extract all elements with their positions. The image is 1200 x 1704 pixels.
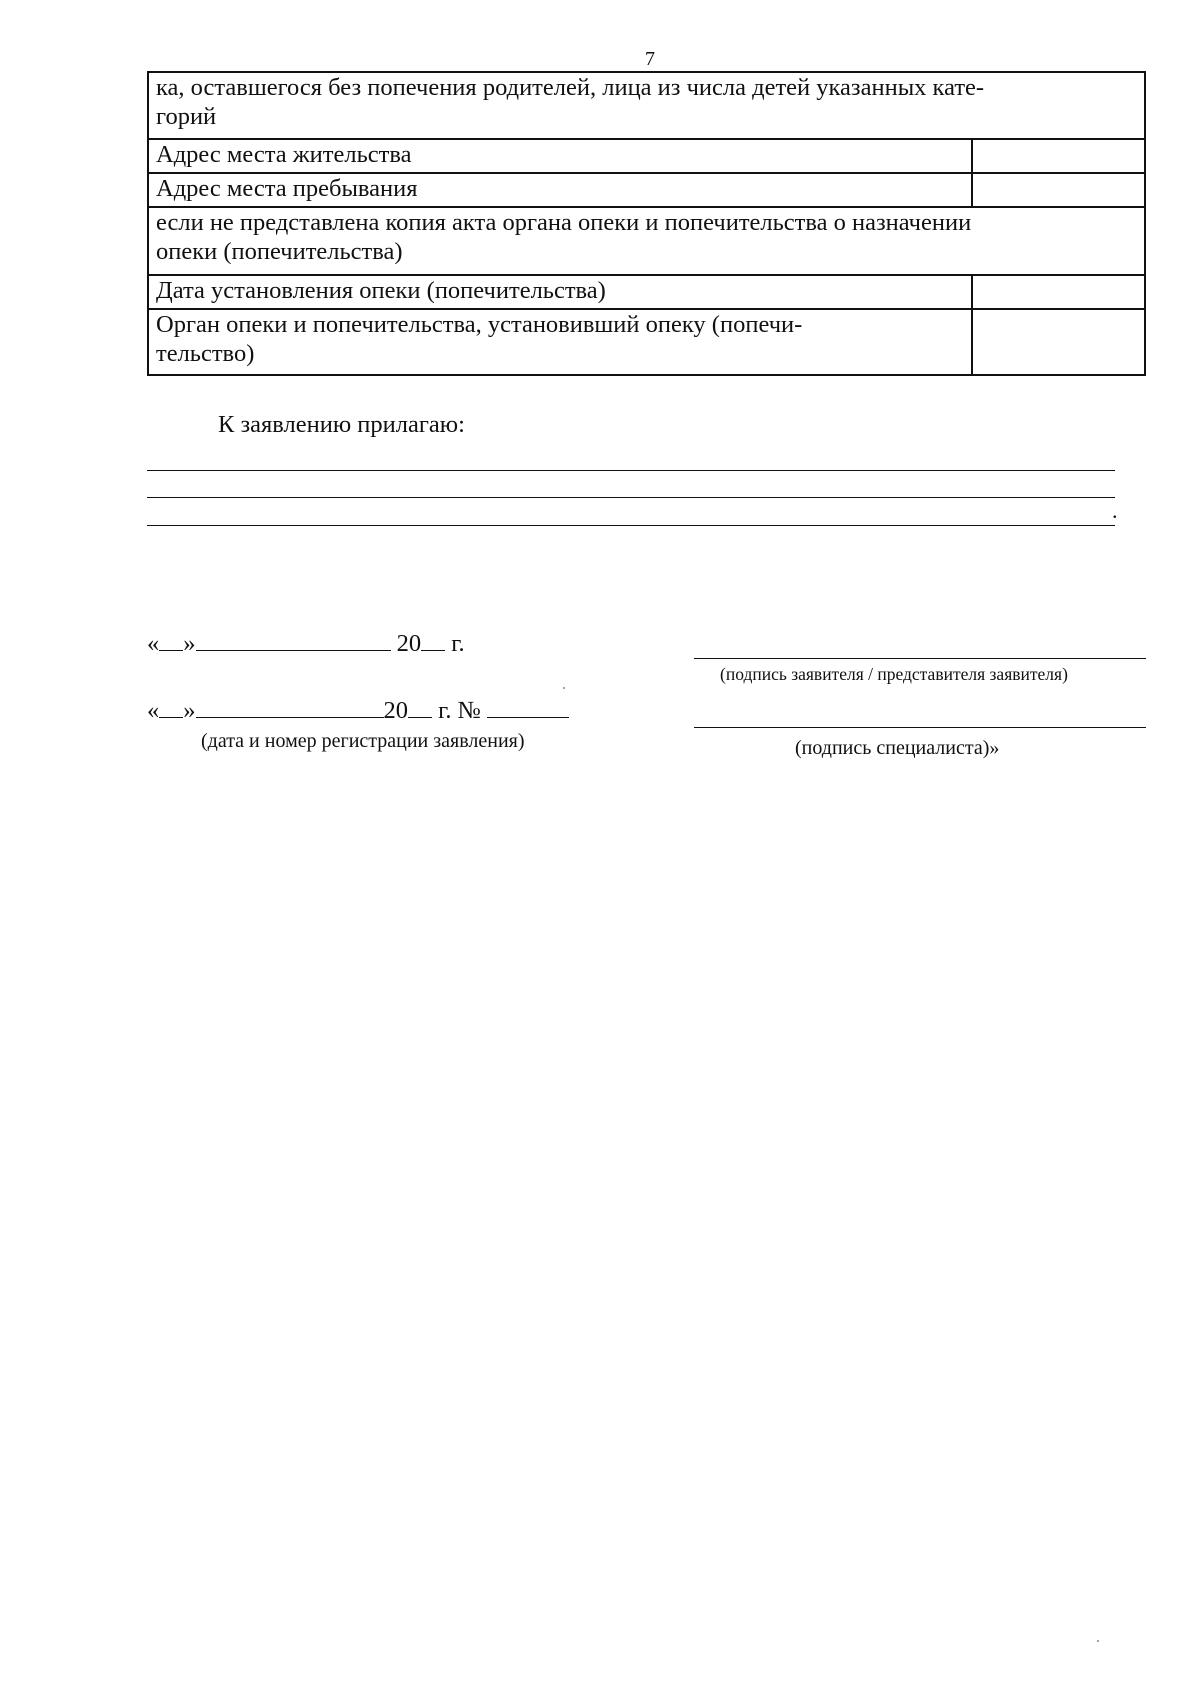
close-quote: » bbox=[183, 630, 196, 657]
table-row bbox=[148, 139, 1145, 173]
day-blank[interactable] bbox=[159, 628, 183, 651]
page-number: 7 bbox=[645, 48, 655, 70]
open-quote: « bbox=[147, 630, 160, 657]
scan-speck bbox=[563, 687, 565, 689]
table-cell-label: если не представлена копия акта органа опеки и попечительства о назначении опеки (попечительства) bbox=[148, 207, 1145, 275]
residence-address-field[interactable] bbox=[972, 139, 1145, 173]
specialist-signature-caption: (подпись специалиста)» bbox=[795, 737, 1000, 759]
year-prefix: 20 bbox=[383, 697, 408, 724]
table-cell-label: Дата установления опеки (попечительства) bbox=[148, 275, 972, 309]
year-suffix: г. bbox=[438, 697, 452, 724]
open-quote: « bbox=[147, 697, 160, 724]
year-suffix: г. bbox=[451, 630, 465, 657]
number-sign: № bbox=[457, 697, 482, 724]
specialist-signature-line[interactable] bbox=[694, 727, 1146, 728]
registration-number-blank[interactable] bbox=[487, 695, 569, 718]
applicant-signature-caption: (подпись заявителя / представителя заявителя) bbox=[720, 664, 1068, 684]
day-blank[interactable] bbox=[159, 695, 183, 718]
table-cell-label: ка, оставшегося без попечения родителей, лица из числа детей указанных кате- горий bbox=[148, 72, 1145, 139]
attachment-line-2[interactable] bbox=[147, 497, 1115, 498]
applicant-data-table bbox=[147, 71, 1146, 376]
table-row bbox=[148, 72, 1145, 139]
registration-date-line bbox=[147, 695, 569, 726]
registration-caption: (дата и номер регистрации заявления) bbox=[201, 730, 525, 752]
attachment-line-1[interactable] bbox=[147, 470, 1115, 471]
applicant-date-line bbox=[147, 628, 465, 659]
scan-speck bbox=[1097, 1640, 1099, 1642]
guardianship-date-field[interactable] bbox=[972, 275, 1145, 309]
table-cell-label: Адрес места пребывания bbox=[148, 173, 972, 207]
table-row bbox=[148, 173, 1145, 207]
applicant-signature-line[interactable] bbox=[694, 658, 1146, 659]
attachment-period: . bbox=[1112, 498, 1118, 523]
table-cell-label: Орган опеки и попечительства, установивший опеку (попечи- тельство) bbox=[148, 309, 972, 375]
attachments-heading: К заявлению прилагаю: bbox=[218, 411, 465, 438]
year-blank[interactable] bbox=[421, 628, 445, 651]
year-blank[interactable] bbox=[408, 695, 432, 718]
table-row bbox=[148, 207, 1145, 275]
month-blank[interactable] bbox=[196, 695, 384, 718]
guardianship-authority-field[interactable] bbox=[972, 309, 1145, 375]
table-row bbox=[148, 309, 1145, 375]
year-prefix: 20 bbox=[396, 630, 422, 657]
attachment-line-3[interactable] bbox=[147, 525, 1115, 526]
table-row bbox=[148, 275, 1145, 309]
table-cell-label: Адрес места жительства bbox=[148, 139, 972, 173]
month-blank[interactable] bbox=[196, 628, 391, 651]
close-quote: » bbox=[183, 697, 196, 724]
stay-address-field[interactable] bbox=[972, 173, 1145, 207]
